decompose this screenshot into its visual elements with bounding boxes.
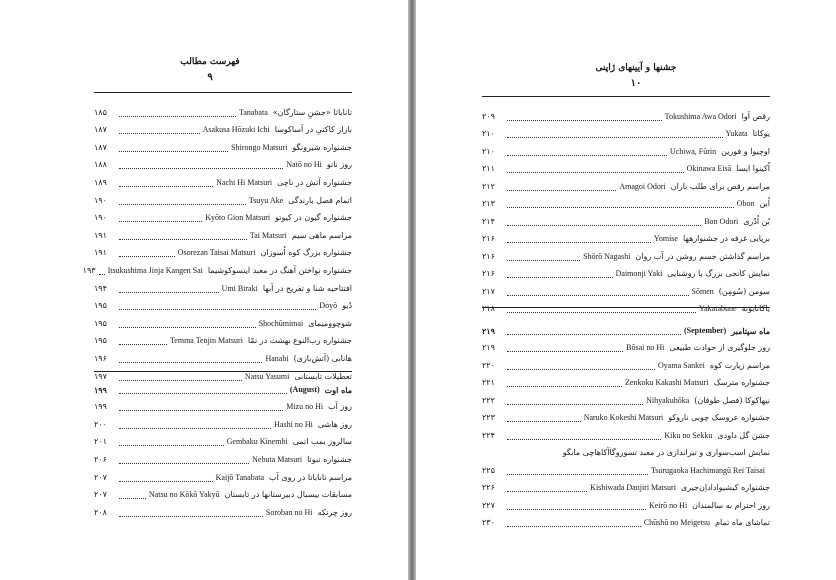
entry-title-persian: اُکینوا ایسا: [736, 164, 770, 173]
dot-leader: [119, 162, 283, 169]
dot-leader: [507, 254, 580, 261]
entry-title-persian: جشنواره رب‌النوع بهشت در تمّا: [247, 336, 352, 346]
entry-title-persian: مراسم زیارت کوه: [709, 360, 770, 370]
entry-title-romaji: Doyō: [319, 301, 338, 311]
toc-entry: [482, 388, 770, 406]
toc-list: [482, 318, 770, 528]
entry-title-persian: جشنواره گیون در کیوتو: [275, 213, 352, 223]
toc-entry: [94, 395, 352, 413]
entry-page-number: ۲۰۷: [94, 472, 107, 482]
toc-entry: [482, 371, 770, 389]
dot-leader: [119, 422, 271, 429]
entry-title-romaji: Oyama Sankei: [658, 360, 705, 370]
entry-title-romaji: (August): [289, 384, 320, 394]
entry-page-number: ۱۹۱: [94, 230, 107, 240]
entry-page-number: ۱۹۶: [94, 353, 107, 363]
entry-page-number: ۲۱۴: [482, 216, 495, 226]
toc-entry: [482, 458, 770, 476]
entry-page-number: ۱۸۵: [94, 107, 107, 117]
dot-leader: [507, 236, 651, 243]
entry-page-number: ۱۹۹: [94, 384, 107, 395]
entry-title-romaji: Itsukushima Jinja Kangen Sai: [107, 265, 203, 275]
toc-entry: [94, 412, 352, 430]
entry-title-persian: تاناباتا «جشنِ ستارگان»: [272, 107, 352, 117]
dot-leader: [507, 363, 655, 370]
entry-title-persian: نمایش کانجی بزرگ با روشنایی: [667, 269, 770, 278]
entry-page-number: ۲۲۶: [482, 483, 495, 492]
entry-page-number: ۲۳۰: [482, 518, 495, 527]
entry-title-romaji: Bon Odori: [704, 216, 739, 226]
entry-title-persian: رقص آوا: [741, 111, 770, 121]
entry-title-romaji: Natsu Yasumi: [244, 371, 290, 381]
entry-title-persian: جشن گل داودی: [717, 430, 770, 440]
header-rule: [94, 92, 352, 93]
entry-title-romaji: Amagoi Odori: [619, 181, 666, 191]
entry-page-number: ۱۹۷: [94, 371, 107, 381]
toc-entry: [94, 276, 352, 294]
entry-title-romaji: Zenkoku Kakashi Matsuri: [625, 378, 709, 387]
entry-title-persian: هانابی (آتش‌بازی): [293, 353, 352, 363]
entry-page-number: ۲۲۳: [482, 413, 495, 422]
dot-leader: [119, 475, 213, 482]
entry-title-romaji: Natō no Hi: [286, 160, 322, 170]
dot-leader: [507, 166, 684, 173]
entry-title-romaji: Kishiwada Danjiri Matsuri: [590, 483, 676, 492]
entry-page-number: ۱۸۹: [94, 177, 107, 187]
entry-page-number: ۲۱۱: [482, 164, 495, 173]
entry-page-number: ۲۱۸: [482, 304, 495, 313]
toc-entry: [482, 174, 770, 192]
right-page: [416, 0, 836, 580]
dot-leader: [119, 250, 175, 257]
entry-title-persian: تماشای ماه تمام: [715, 518, 770, 527]
entry-title-romaji: Yakatabune: [699, 304, 737, 313]
entry-title-romaji: Sōmen: [691, 286, 714, 296]
entry-title-romaji: Temma Tenjin Matsuri: [169, 336, 243, 346]
dot-leader: [507, 415, 581, 422]
entry-title-romaji: Bōsai no Hi: [626, 343, 665, 352]
entry-page-number: ۲۱۹: [482, 325, 495, 336]
dot-leader: [507, 503, 646, 510]
entry-title-romaji: Soroban no Hi: [265, 507, 313, 517]
section-rule: [482, 307, 770, 308]
entry-page-number: ۲۱۶: [482, 234, 495, 243]
entry-title-persian: مراسم گذاشتن جسم روشن در آب روان: [635, 251, 770, 261]
entry-page-number: ۲۲۰: [482, 360, 495, 370]
entry-title-persian: جشنواره نواختن آهنگ در معبد ایتسوکوشیما: [207, 265, 352, 275]
dot-leader: [119, 233, 247, 240]
entry-title-persian: بازار کاکتیِ در آساکوسا: [274, 125, 352, 135]
entry-page-number: ۱۹۰: [94, 195, 107, 205]
entry-title-persian: مراسم ماهی سیم: [291, 230, 352, 240]
entry-page-number: ۱۹۵: [94, 301, 107, 311]
entry-title-persian: روز ناتو: [326, 160, 352, 170]
toc-entry: [94, 483, 352, 501]
running-head: فهرست مطالب: [180, 57, 240, 67]
entry-page-number: ۱۸۷: [94, 125, 107, 135]
entry-title-romaji: Shirongo Matsuri: [231, 142, 288, 152]
dot-leader: [119, 215, 202, 222]
toc-entry: [94, 118, 352, 136]
entry-title-persian: جشنواره بزرگ کوه اُسوزان: [260, 248, 352, 258]
toc-entry: [482, 441, 770, 459]
toc-entry: [482, 297, 770, 315]
toc-entry: [82, 258, 352, 276]
toc-entry: [94, 465, 352, 483]
section-rule: [94, 371, 352, 372]
dot-leader: [507, 131, 723, 138]
toc-entry: [482, 262, 770, 280]
toc-entry: [482, 192, 770, 210]
entry-page-number: ۲۲۲: [482, 395, 495, 405]
entry-title-romaji: Mizu no Hi: [286, 402, 324, 412]
dot-leader: [507, 271, 613, 278]
toc-entry: [94, 430, 352, 448]
entry-title-persian: مراسم رقص برای طلب باران: [670, 181, 770, 191]
entry-page-number: ۲۱۳: [482, 199, 495, 208]
dot-leader: [507, 149, 667, 156]
entry-title-persian: یوکاتا: [752, 129, 770, 138]
entry-title-romaji: Yomise: [653, 234, 678, 243]
entry-page-number: ۲۰۰: [94, 419, 107, 429]
toc-entry: [94, 206, 352, 224]
entry-title-romaji: Tai Matsuri: [249, 230, 287, 240]
toc-entry: [94, 241, 352, 259]
dot-leader: [507, 398, 643, 405]
entry-page-number: ۱۸۸: [94, 160, 107, 170]
entry-title-romaji: Natsu no Kōkō Yakyū: [148, 490, 220, 500]
entry-title-romaji: Nihyakuhōka: [646, 395, 690, 405]
toc-entry: [94, 447, 352, 465]
toc-entry: [482, 353, 770, 371]
entry-title-persian: دُیو: [342, 301, 352, 311]
entry-page-number: ۱۹۴: [94, 283, 107, 293]
dot-leader: [119, 127, 200, 134]
dot-leader: [507, 184, 616, 191]
entry-page-number: ۲۱۶: [482, 269, 495, 278]
dot-leader: [119, 404, 283, 411]
toc-entry: [94, 170, 352, 188]
entry-title-romaji: Obon: [736, 199, 755, 208]
entry-page-number: ۱۹۰: [94, 213, 107, 223]
toc-entry: [94, 500, 352, 518]
entry-title-romaji: Chūshū no Meigetsu: [643, 518, 711, 527]
entry-title-persian: روز جلوگیری از حوادث طبیعی: [669, 343, 770, 352]
entry-page-number: ۱۹۳: [82, 265, 96, 275]
toc-entry: [482, 209, 770, 227]
dot-leader: [119, 457, 249, 464]
entry-page-number: ۲۱۷: [482, 286, 495, 296]
entry-page-number: ۱۹۹: [94, 402, 107, 412]
toc-entry: [482, 336, 770, 354]
dot-leader: [99, 268, 105, 275]
toc-entry: [482, 279, 770, 297]
toc-entry: [482, 139, 770, 157]
entry-title-romaji: Okinawa Eisā: [686, 164, 732, 173]
entry-page-number: ۲۲۵: [482, 465, 495, 475]
entry-title-romaji: Tsurugaoka Hachimangū Rei Taisai: [650, 465, 765, 475]
entry-title-romaji: Umi Biraki: [221, 283, 258, 293]
entry-title-persian: اُبن: [759, 199, 770, 208]
entry-title-persian: جشنواره مترسک: [713, 378, 770, 387]
entry-title-persian: جشنواره آتش در ناچی: [277, 177, 352, 187]
entry-page-number: ۲۱۰: [482, 129, 495, 138]
entry-title-romaji: Tokushima Awa Odori: [664, 111, 737, 121]
entry-title-romaji: (September): [684, 325, 727, 335]
dot-leader: [507, 345, 623, 352]
entry-title-romaji: Nebuta Matsuri: [252, 454, 303, 464]
dot-leader: [119, 338, 167, 345]
entry-page-number: ۱۹۵: [94, 318, 107, 328]
toc-entry: [94, 329, 352, 347]
toc-entry: [94, 346, 352, 364]
entry-page-number: ۲۲۱: [482, 378, 495, 387]
toc-entry: [482, 157, 770, 175]
toc-list: [94, 377, 352, 518]
toc-entry: [482, 511, 770, 529]
dot-leader: [507, 485, 587, 492]
toc-section-heading: [94, 377, 352, 395]
entry-title-persian: روز هاشی: [317, 419, 352, 429]
toc-entry: [94, 100, 352, 118]
entry-title-persian: جشنواره شیرونگو: [292, 142, 352, 152]
page-number: ۱۰: [630, 78, 642, 89]
dot-leader: [119, 180, 213, 187]
toc-entry: [94, 294, 352, 312]
toc-entry: [94, 153, 352, 171]
toc-entry: [94, 223, 352, 241]
entry-title-persian: جشنواره عروسک چوبی ناروکو: [668, 413, 770, 422]
entry-title-persian: سومن (سُومِن): [718, 286, 770, 296]
entry-title-romaji: Nachi Hi Matsuri: [216, 177, 273, 187]
toc-entry: [482, 104, 770, 122]
toc-entry: [482, 122, 770, 140]
entry-title-persian: مراسم تاناباتا در روی آب: [269, 472, 352, 482]
entry-title-persian: مسابقات بیسبال دبیرستانها در تابستان: [224, 490, 352, 500]
toc-entry: [482, 406, 770, 424]
dot-leader: [119, 321, 256, 328]
entry-title-persian: جشنواره نبوتا: [307, 454, 352, 464]
dot-leader: [119, 387, 287, 394]
entry-title-romaji: Keirō no Hi: [648, 500, 688, 510]
entry-title-persian: نیهاکوکا (فصل طوفان): [694, 395, 770, 405]
entry-title-persian: سالروز بمب اتمی: [292, 437, 352, 447]
dot-leader: [119, 492, 146, 499]
entry-page-number: ۲۱۲: [482, 181, 495, 191]
entry-page-number: ۲۲۴: [482, 430, 495, 440]
entry-title-romaji: Shōrō Nagashi: [583, 251, 631, 261]
dot-leader: [507, 219, 701, 226]
entry-title-persian: تعطیلات تابستانی: [294, 371, 352, 381]
book-gutter: [408, 0, 416, 580]
entry-title-romaji: Hashi no Hi: [274, 419, 313, 429]
entry-title-persian: روز احترام به سالمندان: [692, 500, 770, 510]
entry-title-romaji: Shochūmimai: [258, 318, 304, 328]
dot-leader: [119, 198, 246, 205]
entry-title-romaji: Naruko Kokeshi Matsuri: [583, 413, 664, 422]
entry-page-number: ۲۰۸: [94, 507, 107, 517]
entry-page-number: ۲۰۶: [94, 454, 107, 464]
dot-leader: [119, 145, 228, 152]
dot-leader: [507, 433, 661, 440]
entry-title-persian: اتمام فصل بارندگی: [288, 195, 352, 205]
dot-leader: [119, 303, 316, 310]
entry-title-persian: یاکاتابونه: [741, 304, 770, 313]
entry-title-persian: نمایش اسب‌سواری و تیراندازی در معبد تسوروگاآکاهاچی مانگو: [562, 448, 770, 457]
entry-page-number: ۲۰۹: [482, 111, 495, 121]
dot-leader: [119, 510, 263, 517]
entry-title-romaji: Gembaku Kinembi: [226, 437, 288, 447]
entry-title-romaji: Yukata: [725, 129, 748, 138]
entry-page-number: ۲۰۷: [94, 490, 107, 500]
entry-page-number: ۲۰۱: [94, 437, 107, 447]
toc-entry: [482, 227, 770, 245]
dot-leader: [119, 439, 224, 446]
toc-entry: [482, 244, 770, 262]
running-head: جشنها و آیینهای ژاپنی: [595, 63, 677, 73]
entry-title-persian: ماه اوت: [324, 384, 352, 395]
dot-leader: [507, 289, 689, 296]
dot-leader: [507, 520, 641, 527]
entry-title-romaji: Hanabi: [265, 353, 289, 363]
dot-leader: [119, 356, 262, 363]
toc-list: [82, 100, 352, 382]
dot-leader: [507, 328, 681, 335]
entry-title-romaji: Kaijō Tanabata: [215, 472, 265, 482]
entry-title-persian: ماه سپتامبر: [731, 325, 770, 336]
entry-title-romaji: Uchiwa, Fūrin: [669, 146, 717, 156]
entry-page-number: ۲۲۷: [482, 500, 495, 510]
entry-title-romaji: Osorezan Taisai Matsuri: [177, 248, 256, 258]
entry-title-romaji: Daimonji Yaki: [615, 269, 663, 278]
entry-page-number: ۱۹۵: [94, 336, 107, 346]
dot-leader: [507, 201, 734, 208]
toc-entry: [94, 135, 352, 153]
entry-title-persian: بُن اُدُری: [743, 216, 770, 226]
dot-leader: [507, 380, 622, 387]
entry-page-number: ۱۸۷: [94, 142, 107, 152]
entry-title-persian: برپایی غرفه در جشنوارهها: [682, 234, 770, 243]
page-number: ۹: [207, 72, 213, 83]
entry-title-romaji: Kyōto Gion Matsuri: [205, 213, 271, 223]
entry-title-persian: روز چرتکه: [317, 507, 352, 517]
entry-title-persian: روز آب: [328, 402, 352, 412]
entry-page-number: ۱۹۱: [94, 248, 107, 258]
entry-title-romaji: Tsuyu Ake: [248, 195, 284, 205]
toc-entry: [482, 493, 770, 511]
entry-page-number: ۲۱۰: [482, 146, 495, 156]
header-rule: [482, 96, 770, 97]
toc-entry: [94, 311, 352, 329]
toc-entry: [94, 188, 352, 206]
entry-title-persian: اوچیوا و فورین: [721, 146, 770, 156]
entry-page-number: ۲۱۹: [482, 343, 495, 352]
entry-title-romaji: Kiku no Sekku: [664, 430, 713, 440]
entry-title-persian: شوچوومیمای: [308, 318, 352, 328]
entry-title-romaji: Tanabata: [238, 107, 268, 117]
toc-section-heading: [482, 318, 770, 336]
toc-entry: [482, 423, 770, 441]
left-page: [0, 0, 408, 580]
entry-page-number: ۲۱۶: [482, 251, 495, 261]
toc-list: [482, 104, 770, 314]
dot-leader: [507, 468, 648, 475]
dot-leader: [119, 286, 219, 293]
dot-leader: [507, 114, 662, 121]
toc-entry: [482, 476, 770, 494]
entry-title-romaji: Asakusa Hōzuki Ichi: [202, 125, 270, 135]
dot-leader: [119, 110, 236, 117]
entry-title-persian: جشنواره کیشیواداداِن‌جیری: [680, 483, 770, 492]
entry-title-persian: افتتاحیه شنا و تفریح در آبها: [262, 283, 352, 293]
